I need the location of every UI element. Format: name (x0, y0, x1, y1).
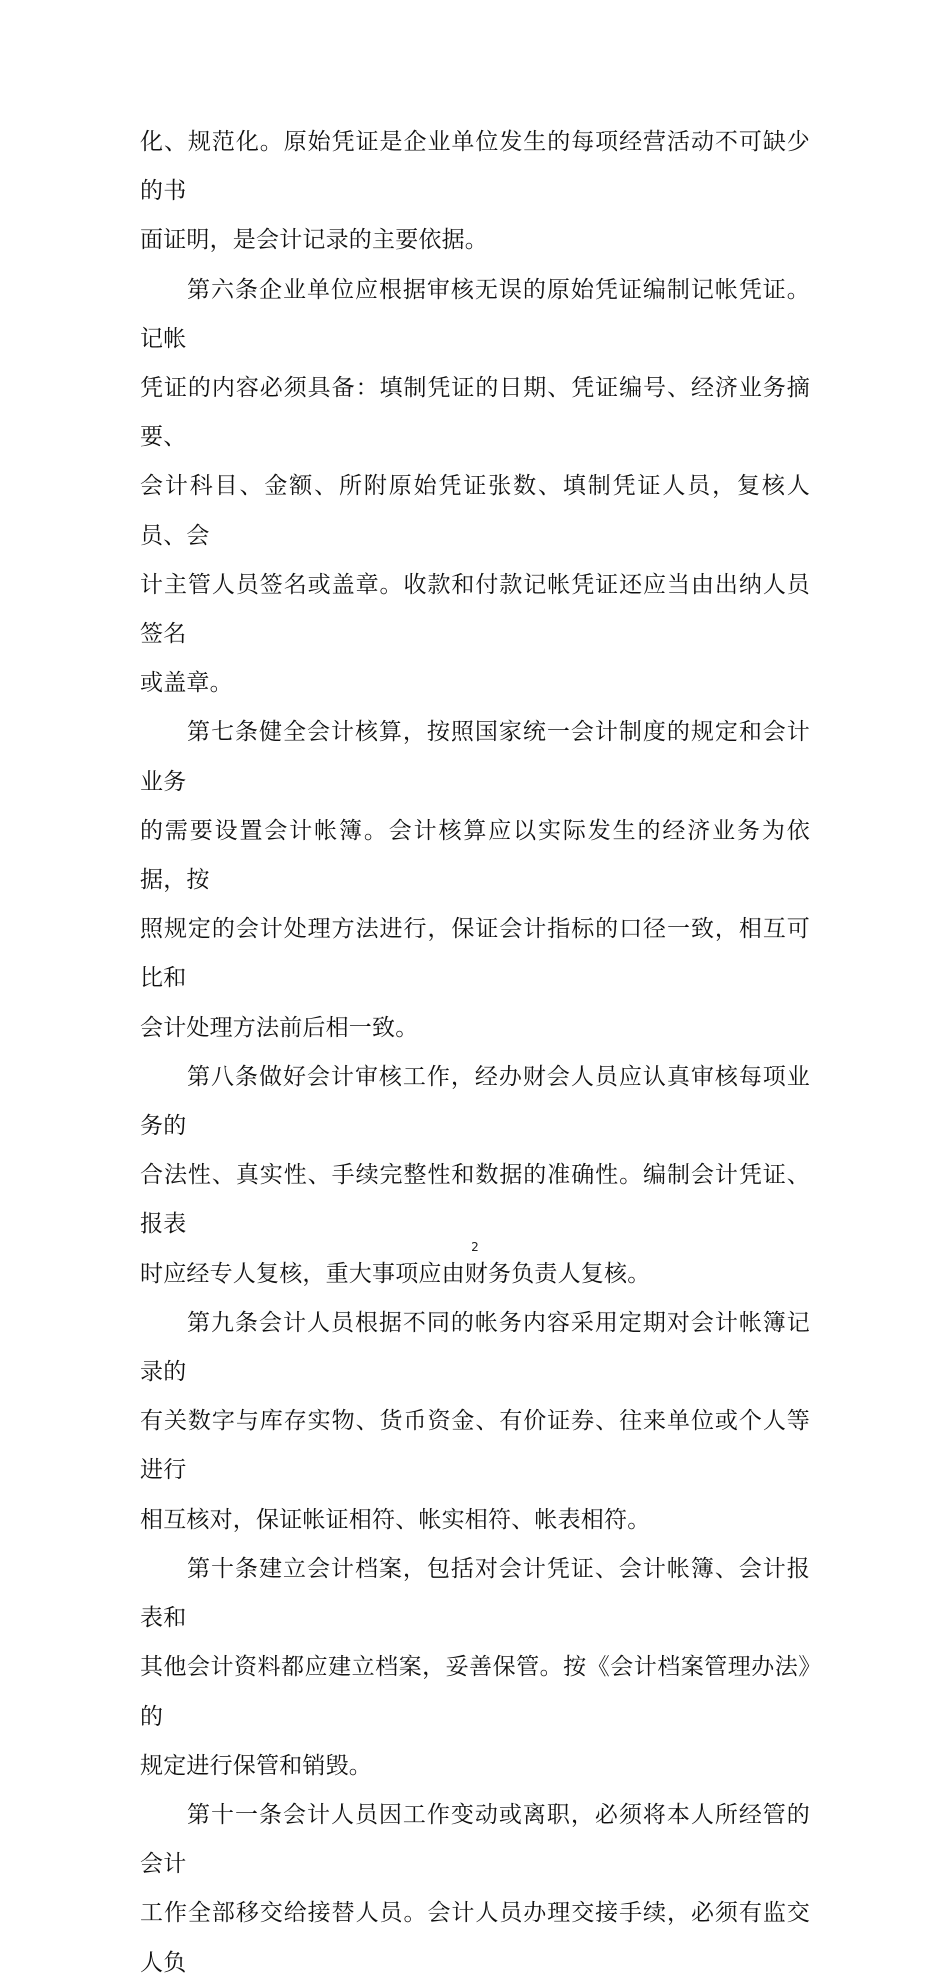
text-line: 的需要设置会计帐簿。会计核算应以实际发生的经济业务为依据，按 (140, 817, 810, 894)
text-line: 其他会计资料都应建立档案，妥善保管。按《会计档案管理办法》的 (140, 1654, 810, 1730)
paragraph-article-7 (140, 708, 810, 1052)
text-line: 第十条建立会计档案，包括对会计凭证、会计帐簿、会计报表和 (140, 1555, 810, 1632)
text-line: 第九条会计人员根据不同的帐务内容采用定期对会计帐簿记录的 (140, 1309, 810, 1386)
page-number: 2 (471, 1240, 479, 1254)
text-line: 工作全部移交给接替人员。会计人员办理交接手续，必须有监交人负 (140, 1900, 810, 1976)
text-line: 规定进行保管和销毁。 (140, 1752, 372, 1779)
text-line: 会计科目、金额、所附原始凭证张数、填制凭证人员，复核人员、会 (140, 473, 810, 549)
paragraph-article-8 (140, 1053, 810, 1299)
text-line: 或盖章。 (140, 670, 233, 697)
paragraph (140, 118, 810, 266)
text-line: 面证明，是会计记录的主要依据。 (140, 227, 488, 254)
text-line: 第八条做好会计审核工作，经办财会人员应认真审核每项业务的 (140, 1063, 810, 1140)
text-line: 计主管人员签名或盖章。收款和付款记帐凭证还应当由出纳人员签名 (140, 571, 810, 648)
paragraph-article-11 (140, 1791, 810, 1988)
text-line: 相互核对，保证帐证相符、帐实相符、帐表相符。 (140, 1506, 651, 1533)
text-line: 会计处理方法前后相一致。 (140, 1014, 419, 1041)
text-line: 第十一条会计人员因工作变动或离职，必须将本人所经管的会计 (140, 1801, 810, 1878)
paragraph-article-6 (140, 266, 810, 709)
text-line: 时应经专人复核，重大事项应由财务负责人复核。 (140, 1260, 651, 1287)
text-line: 第六条企业单位应根据审核无误的原始凭证编制记帐凭证。记帐 (140, 276, 810, 352)
text-line: 有关数字与库存实物、货币资金、有价证券、往来单位或个人等进行 (140, 1408, 810, 1484)
text-line: 第七条健全会计核算，按照国家统一会计制度的规定和会计业务 (140, 719, 810, 795)
document-body (140, 118, 810, 1988)
paragraph-article-9 (140, 1299, 810, 1545)
text-line: 凭证的内容必须具备：填制凭证的日期、凭证编号、经济业务摘要、 (140, 375, 810, 451)
text-line: 化、规范化。原始凭证是企业单位发生的每项经营活动不可缺少的书 (140, 129, 810, 205)
text-line: 合法性、真实性、手续完整性和数据的准确性。编制会计凭证、报表 (140, 1162, 810, 1238)
text-line: 照规定的会计处理方法进行，保证会计指标的口径一致，相互可比和 (140, 916, 810, 992)
paragraph-article-10 (140, 1545, 810, 1791)
